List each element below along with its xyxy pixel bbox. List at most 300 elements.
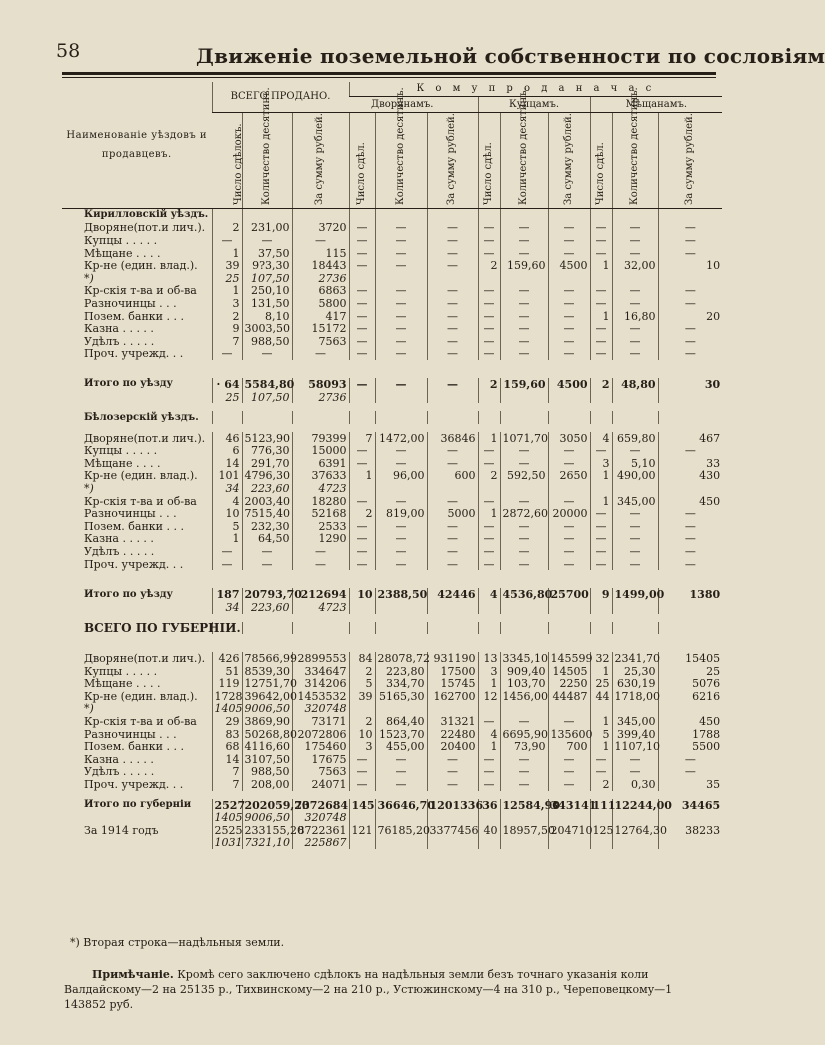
table-cell: 1472,00 <box>375 432 427 445</box>
table-cell: 1290 <box>292 533 349 546</box>
table-cell: 9 <box>212 322 242 335</box>
table-cell: — <box>212 234 242 247</box>
table-cell: 3720 <box>292 222 349 235</box>
table-cell: — <box>548 234 590 247</box>
table-cell: — <box>427 445 478 458</box>
table-cell: 630,19 <box>612 677 658 690</box>
table-cell: 14 <box>212 753 242 766</box>
table-cell: 345,00 <box>612 715 658 728</box>
header-total-sum <box>292 113 349 209</box>
table-cell: — <box>427 310 478 323</box>
header-nobles-sum <box>427 113 478 209</box>
table-cell: — <box>427 222 478 235</box>
table-cell: 2341,70 <box>612 652 658 665</box>
table-cell: 909,40 <box>500 665 548 678</box>
table-cell <box>548 482 590 495</box>
table-row <box>62 837 722 850</box>
table-cell: — <box>375 247 427 260</box>
table-cell: — <box>375 310 427 323</box>
table-cell <box>500 837 548 850</box>
table-cell: 5800 <box>292 297 349 310</box>
row-label: Мѣщане . . . . <box>84 246 161 260</box>
table-row <box>62 378 722 391</box>
table-cell: 4536,80 <box>500 588 548 601</box>
table-cell: 29 <box>212 715 242 728</box>
table-cell <box>658 482 722 495</box>
table-cell: 40 <box>478 824 500 837</box>
table-cell <box>590 272 612 285</box>
table-row <box>62 558 722 571</box>
table-cell <box>349 601 375 614</box>
table-cell: 25 <box>658 665 722 678</box>
row-label: Купцы . . . . . <box>84 444 158 458</box>
table-cell: — <box>612 247 658 260</box>
table-row <box>62 391 722 404</box>
table-cell <box>427 272 478 285</box>
table-cell: — <box>500 247 548 260</box>
table-cell: — <box>658 335 722 348</box>
table-cell <box>375 811 427 824</box>
table-cell: 1453532 <box>292 690 349 703</box>
table-cell: — <box>478 533 500 546</box>
table-cell: 18957,50 <box>500 824 548 837</box>
table-cell: 39 <box>212 259 242 272</box>
table-cell: — <box>548 322 590 335</box>
table-cell: 1380 <box>658 588 722 601</box>
table-cell: 159,60 <box>500 378 548 391</box>
table-row <box>62 259 722 272</box>
table-cell: 7 <box>212 778 242 791</box>
table-cell: — <box>427 558 478 571</box>
row-label: *) <box>84 702 94 716</box>
table-cell: — <box>212 545 242 558</box>
table-cell: — <box>349 335 375 348</box>
table-cell: 659,80 <box>612 432 658 445</box>
table-cell <box>349 811 375 824</box>
table-cell: — <box>427 348 478 361</box>
table-cell: 4723 <box>292 601 349 614</box>
table-cell: 334,70 <box>375 677 427 690</box>
table-cell <box>658 703 722 716</box>
table-cell <box>658 272 722 285</box>
table-cell <box>375 703 427 716</box>
table-cell: — <box>612 234 658 247</box>
table-cell <box>375 482 427 495</box>
table-cell <box>548 391 590 404</box>
table-cell <box>478 703 500 716</box>
table-cell <box>500 391 548 404</box>
table-cell: — <box>427 285 478 298</box>
table-row <box>62 335 722 348</box>
table-cell: — <box>375 322 427 335</box>
table-cell: 162700 <box>427 690 478 703</box>
table-cell: 3050 <box>548 432 590 445</box>
table-cell: — <box>375 335 427 348</box>
table-cell: 10 <box>212 507 242 520</box>
table-cell: — <box>590 507 612 520</box>
table-cell: 83 <box>212 728 242 741</box>
table-cell: — <box>478 445 500 458</box>
table-cell: — <box>478 348 500 361</box>
table-cell: 175460 <box>292 740 349 753</box>
table-cell: 25 <box>590 677 612 690</box>
table-row <box>62 520 722 533</box>
table-cell: — <box>548 348 590 361</box>
table-cell <box>548 837 590 850</box>
table-cell: — <box>658 285 722 298</box>
table-cell: — <box>375 445 427 458</box>
table-row <box>62 766 722 779</box>
table-cell: — <box>212 348 242 361</box>
table-cell <box>349 482 375 495</box>
table-cell: — <box>427 457 478 470</box>
table-row <box>62 495 722 508</box>
table-cell: 3 <box>212 297 242 310</box>
table-row <box>62 247 722 260</box>
note <box>64 968 714 1013</box>
table-cell: 18280 <box>292 495 349 508</box>
table-cell: 5076 <box>658 677 722 690</box>
table-cell: 125 <box>590 824 612 837</box>
table-row <box>62 360 722 378</box>
table-cell: — <box>548 335 590 348</box>
row-label: Позем. банки . . . <box>84 740 184 754</box>
table-cell: — <box>658 545 722 558</box>
table-cell: 223,60 <box>242 482 292 495</box>
table-cell: — <box>612 545 658 558</box>
table-cell: 20793,70 <box>242 588 292 601</box>
table-cell: — <box>478 558 500 571</box>
table-cell <box>658 601 722 614</box>
table-cell: — <box>500 310 548 323</box>
table-cell: 4500 <box>548 378 590 391</box>
table-cell: 50268,80 <box>242 728 292 741</box>
table-cell: 51 <box>212 665 242 678</box>
row-label: За 1914 годъ <box>84 823 159 837</box>
table-cell: 6391 <box>292 457 349 470</box>
table-cell: — <box>590 766 612 779</box>
table-cell: 131,50 <box>242 297 292 310</box>
table-cell: 1718,00 <box>612 690 658 703</box>
table-cell: 14505 <box>548 665 590 678</box>
table-cell: — <box>658 507 722 520</box>
header-total-sum-label: За сумму рублей. <box>314 113 326 205</box>
row-label <box>62 391 212 404</box>
table-cell: — <box>500 297 548 310</box>
table-cell: 819,00 <box>375 507 427 520</box>
table-cell: 145 <box>349 799 375 812</box>
table-cell: 6695,90 <box>500 728 548 741</box>
table-cell: — <box>375 285 427 298</box>
table-cell <box>375 837 427 850</box>
note-text: Кромѣ сего заключено сдѣлокъ на надѣльныя земли безъ точнаго указанія коли Валдайскому—2 на 25135 р., Тихвинскому—2 на 210 р., Устюжинскому—4 на 310 р., Череповецкому—1 143852 руб. <box>64 968 673 1011</box>
table-row <box>62 652 722 665</box>
table-cell: — <box>548 766 590 779</box>
table-cell: — <box>500 348 548 361</box>
table-cell: — <box>349 558 375 571</box>
total-row-label: Итого по уѣзду <box>84 588 173 600</box>
table-cell: — <box>548 533 590 546</box>
table-cell: — <box>500 766 548 779</box>
table-cell <box>427 837 478 850</box>
table-cell: — <box>548 558 590 571</box>
table-cell: 399,40 <box>612 728 658 741</box>
header-nobles-deals-label: Число сдѣл. <box>355 142 367 205</box>
table-cell: 7 <box>212 766 242 779</box>
table-cell: 28078,72 <box>375 652 427 665</box>
table-cell: — <box>375 348 427 361</box>
table-cell: — <box>548 545 590 558</box>
table-cell: 16,80 <box>612 310 658 323</box>
header-merchants-sum <box>548 113 590 209</box>
row-label: *) <box>84 271 94 285</box>
table-row <box>62 403 722 411</box>
table-cell: — <box>500 533 548 546</box>
table-cell: — <box>500 457 548 470</box>
table-cell: 3003,50 <box>242 322 292 335</box>
table-cell: 25 <box>212 272 242 285</box>
table-cell: 2533 <box>292 520 349 533</box>
table-cell: 20000 <box>548 507 590 520</box>
header-nobles-desyat-label: Количество десятинъ. <box>394 87 406 205</box>
table-cell: 46 <box>212 432 242 445</box>
table-cell: 37,50 <box>242 247 292 260</box>
table-cell: — <box>427 322 478 335</box>
row-label: Кр-не (един. влад.). <box>84 259 198 273</box>
table-cell: 1499,00 <box>612 588 658 601</box>
table-cell: — <box>375 378 427 391</box>
table-cell: 4 <box>478 588 500 601</box>
table-cell: — <box>500 545 548 558</box>
table-row <box>62 322 722 335</box>
table-cell: 5,10 <box>612 457 658 470</box>
table-cell: 34465 <box>658 799 722 812</box>
table-cell: 2736 <box>292 272 349 285</box>
table-cell <box>478 837 500 850</box>
land-sales-table <box>62 82 722 849</box>
table-row <box>62 457 722 470</box>
table-cell <box>612 482 658 495</box>
table-cell: — <box>548 310 590 323</box>
table-cell: 3345,10 <box>500 652 548 665</box>
table-row <box>62 824 722 837</box>
table-cell: — <box>500 222 548 235</box>
table-row <box>62 811 722 824</box>
table-cell: — <box>349 766 375 779</box>
table-cell: 7321,10 <box>242 837 292 850</box>
table-cell: — <box>548 445 590 458</box>
table-cell: — <box>242 558 292 571</box>
table-row <box>62 601 722 614</box>
table-cell: 12 <box>478 690 500 703</box>
table-row <box>62 234 722 247</box>
table-row <box>62 753 722 766</box>
table-cell: — <box>375 533 427 546</box>
table-cell: — <box>427 766 478 779</box>
table-cell: 1456,00 <box>500 690 548 703</box>
table-cell: 12584,90 <box>500 799 548 812</box>
table-cell: 600 <box>427 470 478 483</box>
table-cell: 5165,30 <box>375 690 427 703</box>
table-cell: 3107,50 <box>242 753 292 766</box>
table-cell: — <box>548 222 590 235</box>
table-row <box>62 740 722 753</box>
table-cell: 58093 <box>292 378 349 391</box>
table-cell: 223,80 <box>375 665 427 678</box>
table-cell <box>548 272 590 285</box>
table-cell: 2 <box>212 310 242 323</box>
table-cell: 38233 <box>658 824 722 837</box>
table-cell: 35 <box>658 778 722 791</box>
table-cell: — <box>590 348 612 361</box>
table-cell: 13 <box>478 652 500 665</box>
table-cell: 1 <box>590 665 612 678</box>
table-cell <box>658 391 722 404</box>
table-row <box>62 665 722 678</box>
table-cell: 2 <box>349 507 375 520</box>
row-label: Кр-скія т-ва и об-ва <box>84 284 197 298</box>
table-cell: 7372684 <box>292 799 349 812</box>
table-cell: 5584,80 <box>242 378 292 391</box>
table-cell: 68 <box>212 740 242 753</box>
table-cell <box>590 811 612 824</box>
table-cell <box>590 391 612 404</box>
table-cell: — <box>612 335 658 348</box>
table-cell <box>349 837 375 850</box>
table-cell: 204710 <box>548 824 590 837</box>
table-row <box>62 533 722 546</box>
table-row <box>62 677 722 690</box>
table-cell: — <box>375 234 427 247</box>
table-cell: 490,00 <box>612 470 658 483</box>
table-cell: 232,30 <box>242 520 292 533</box>
header-group-townsmen: Мѣщанамъ. <box>590 97 722 113</box>
row-label: Купцы . . . . . <box>84 664 158 678</box>
table-cell: 135600 <box>548 728 590 741</box>
table-cell: 3 <box>478 665 500 678</box>
table-cell <box>500 272 548 285</box>
table-row <box>62 297 722 310</box>
table-row <box>62 432 722 445</box>
table-cell <box>349 272 375 285</box>
table-cell: — <box>658 222 722 235</box>
table-cell: 12764,30 <box>612 824 658 837</box>
table-cell <box>500 811 548 824</box>
table-cell: 101 <box>212 470 242 483</box>
table-cell: — <box>612 322 658 335</box>
table-cell: — <box>612 222 658 235</box>
table-cell: — <box>590 558 612 571</box>
table-cell: 25700 <box>548 588 590 601</box>
table-cell <box>612 837 658 850</box>
table-cell: 988,50 <box>242 766 292 779</box>
header-merchants-desyat-label: Количество десятинъ. <box>517 87 529 205</box>
table-cell: — <box>375 457 427 470</box>
table-cell <box>427 703 478 716</box>
table-cell: — <box>590 335 612 348</box>
table-cell: 22480 <box>427 728 478 741</box>
table-cell: — <box>478 715 500 728</box>
table-cell: 3 <box>349 740 375 753</box>
row-label: Разночинцы . . . <box>84 296 177 310</box>
table-cell <box>427 811 478 824</box>
table-cell: 30 <box>658 378 722 391</box>
table-cell: 3377456 <box>427 824 478 837</box>
table-cell: 417 <box>292 310 349 323</box>
row-label <box>62 837 212 850</box>
table-cell: 78566,99 <box>242 652 292 665</box>
row-label: Мѣщане . . . . <box>84 456 161 470</box>
table-cell: 776,30 <box>242 445 292 458</box>
table-cell: 32,00 <box>612 259 658 272</box>
row-label: Мѣщане . . . . <box>84 677 161 691</box>
table-cell: — <box>548 457 590 470</box>
table-cell: — <box>612 445 658 458</box>
table-cell: 36646,70 <box>375 799 427 812</box>
table-cell <box>612 703 658 716</box>
header-group-merchants: Купцамъ. <box>478 97 590 113</box>
table-cell: — <box>478 545 500 558</box>
table-cell: — <box>349 285 375 298</box>
table-row <box>62 778 722 791</box>
table-cell: 1 <box>478 507 500 520</box>
header-total-deals-label: Число сдѣлокъ. <box>233 123 244 205</box>
table-cell: 1 <box>478 740 500 753</box>
table-cell: — <box>590 445 612 458</box>
table-cell: — <box>242 234 292 247</box>
table-cell: · 64 <box>212 378 242 391</box>
table-cell: — <box>500 715 548 728</box>
table-cell: — <box>612 766 658 779</box>
table-cell: — <box>349 533 375 546</box>
row-label <box>62 601 212 614</box>
table-cell: — <box>427 247 478 260</box>
table-cell: 37633 <box>292 470 349 483</box>
table-cell: — <box>612 285 658 298</box>
table-cell: 4 <box>212 495 242 508</box>
table-cell <box>658 811 722 824</box>
row-label: Проч. учрежд. . . <box>84 347 184 361</box>
row-label: Дворяне(пот.и лич.). <box>84 431 206 445</box>
table-cell: — <box>548 247 590 260</box>
table-cell: 2 <box>478 470 500 483</box>
table-cell: 8539,30 <box>242 665 292 678</box>
table-cell: 2736 <box>292 391 349 404</box>
table-cell: 9006,50 <box>242 811 292 824</box>
table-cell: — <box>349 545 375 558</box>
table-cell: 1788 <box>658 728 722 741</box>
table-cell: — <box>590 247 612 260</box>
table-cell: — <box>500 335 548 348</box>
table-cell: — <box>375 259 427 272</box>
header-merchants-deals <box>478 113 500 209</box>
table-cell: — <box>349 222 375 235</box>
row-label: Купцы . . . . . <box>84 233 158 247</box>
table-cell: 1 <box>590 740 612 753</box>
table-cell <box>375 391 427 404</box>
table-row <box>62 791 722 799</box>
table-cell: 0,30 <box>612 778 658 791</box>
table-cell: — <box>548 520 590 533</box>
table-cell: 8722361 <box>292 824 349 837</box>
table-cell: — <box>349 234 375 247</box>
table-cell: — <box>427 234 478 247</box>
table-cell: — <box>292 545 349 558</box>
header-townsmen-deals <box>590 113 612 209</box>
table-cell: — <box>548 715 590 728</box>
table-cell: — <box>427 335 478 348</box>
table-cell: 187 <box>212 588 242 601</box>
